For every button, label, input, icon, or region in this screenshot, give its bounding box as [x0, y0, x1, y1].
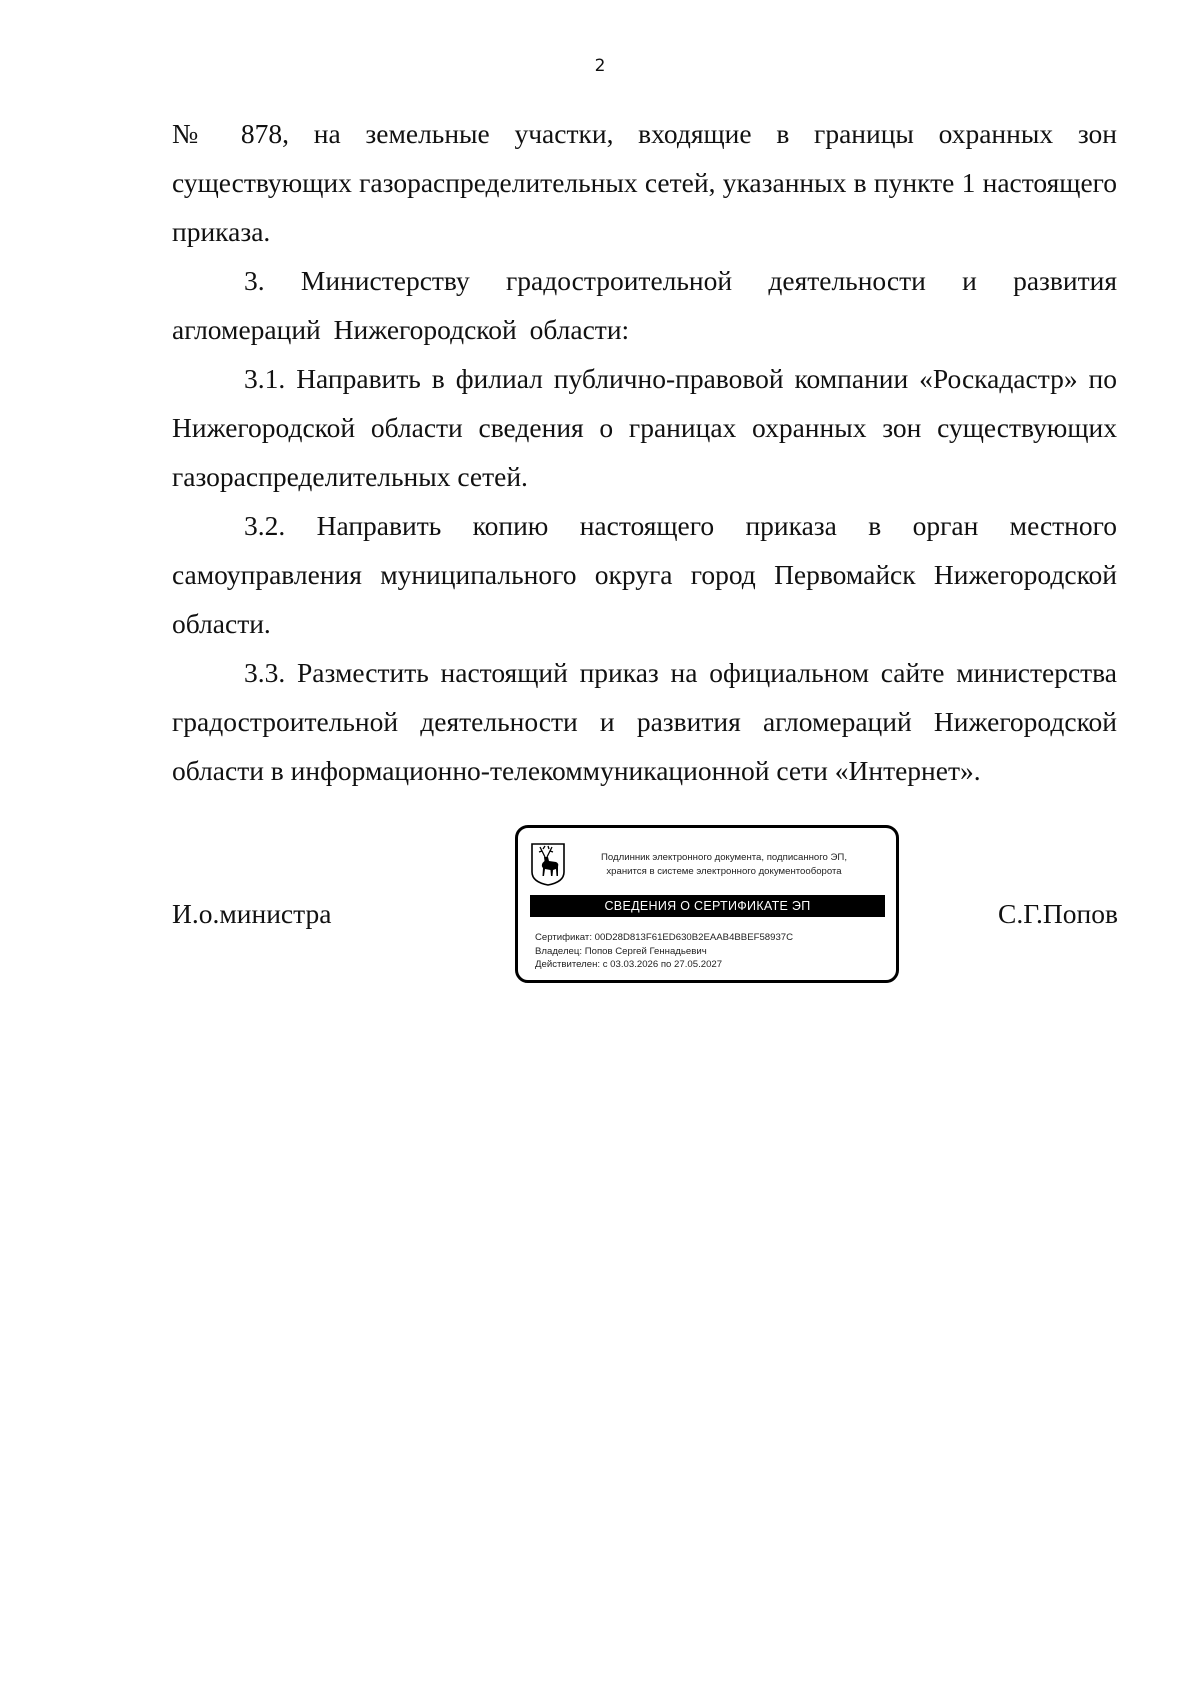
owner-value: Попов Сергей Геннадьевич [584, 945, 707, 957]
page-number: 2 [594, 56, 606, 76]
paragraph-continuation: № 878, на земельные участки, входящие в границы охранных зон существующих газораспределительных сетей, указанных в пункте 1 настоящего приказа. [172, 118, 1117, 247]
signatory-name: С.Г.Попов [998, 898, 1118, 929]
electronic-signature-stamp [515, 825, 899, 983]
owner-row [535, 945, 793, 959]
owner-label: Владелец: [535, 945, 583, 957]
certificate-value: 00D28D813F61ED630B2EAAB4BBEF58937C [594, 932, 794, 943]
certificate-header-bar: СВЕДЕНИЯ О СЕРТИФИКАТЕ ЭП [530, 895, 885, 917]
paragraph-3-1: 3.1. Направить в филиал публично-правовой компании «Роскадастр» по Нижегородской области сведения о границах охранных зон существующих газораспределительных сетей. [172, 363, 1117, 492]
paragraph-3-2: 3.2. Направить копию настоящего приказа в орган местного самоуправления муниципального округа город Первомайск Нижегородской области. [172, 510, 1117, 639]
stamp-notice-line-1: Подлинник электронного документа, подписанного ЭП, [601, 852, 847, 863]
certificate-row [535, 931, 793, 945]
validity-row [535, 958, 793, 972]
nizhny-novgorod-deer-emblem-icon [530, 842, 566, 886]
signatory-position: И.о.министра [172, 898, 332, 929]
stamp-notice-line-2: хранится в системе электронного документооборота [606, 866, 842, 877]
document-body [172, 109, 1117, 795]
validity-value: с 03.03.2026 по 27.05.2027 [602, 959, 723, 970]
stamp-notice [576, 851, 872, 879]
validity-label: Действителен: [535, 959, 601, 970]
certificate-label: Сертификат: [535, 932, 592, 943]
certificate-details [535, 931, 793, 972]
paragraph-3: 3. Министерству градостроительной деятельности и развития агломераций Нижегородской области: [172, 265, 1117, 345]
paragraph-3-3: 3.3. Разместить настоящий приказ на официальном сайте министерства градостроительной деятельности и развития агломераций Нижегородской области в информационно-телекоммуникационной сети «Интернет». [172, 657, 1117, 786]
